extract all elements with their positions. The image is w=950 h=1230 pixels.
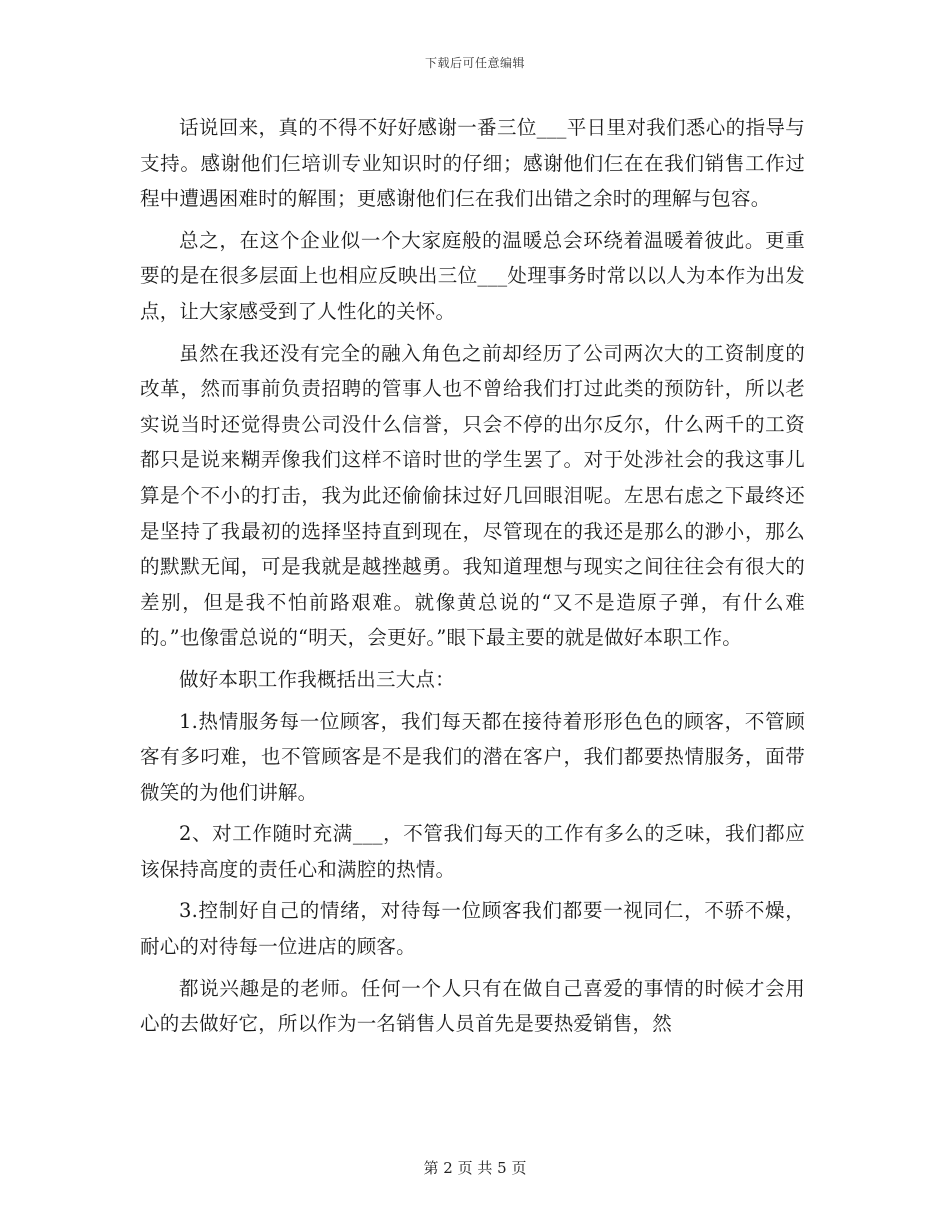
page-header-note: 下载后可任意编辑 [424, 56, 525, 70]
paragraph-3: 虽然在我还没有完全的融入角色之前却经历了公司两次大的工资制度的改革，然而事前负责招聘的管事人也不曾给我们打过此类的预防针，所以老实说当时还觉得贵公司没什么信誉，只会不停的出尔反尔，什么两千的工资都只是说来糊弄像我们这样不谙时世的学生罢了。对于处涉社会的我这事儿算是个不小的打击，我为此还偷偷抹过好几回眼泪呢。左思右虑之下最终还是坚持了我最初的选择坚持直到现在，尽管现在的我还是那么的渺小，那么的默默无闻，可是我就是越挫越勇。我知道理想与现实之间往往会有很大的差别，但是我不怕前路艰难。就像黄总说的“又不是造原子弹，有什么难的。”也像雷总说的“明天，会更好。”眼下最主要的就是做好本职工作。 [140, 341, 805, 650]
list-item-1: 1.热情服务每一位顾客，我们每天都在接待着形形色色的顾客，不管顾客有多叼难，也不管顾客是不是我们的潜在客户，我们都要热情服务，面带微笑的为他们讲解。 [140, 709, 805, 804]
document-body [140, 110, 805, 1048]
paragraph-1: 话说回来，真的不得不好好感谢一番三位___平日里对我们悉心的指导与支持。感谢他们仨培训专业知识时的仔细；感谢他们仨在在我们销售工作过程中遭遇困难时的解围；更感谢他们仨在我们出错之余时的理解与包容。 [140, 116, 805, 211]
paragraph-8: 都说兴趣是的老师。任何一个人只有在做自己喜爱的事情的时候才会用心的去做好它，所以作为一名销售人员首先是要热爱销售，然 [140, 976, 805, 1036]
paragraph-4: 做好本职工作我概括出三大点： [179, 667, 455, 691]
page-number: 第 2 页 共 5 页 [423, 1159, 527, 1177]
paragraph-2: 总之，在这个企业似一个大家庭般的温暖总会环绕着温暖着彼此。更重要的是在很多层面上也相应反映出三位___处理事务时常以以人为本作为出发点，让大家感受到了人性化的关怀。 [140, 228, 805, 323]
list-item-2: 2、对工作随时充满___，不管我们每天的工作有多么的乏味，我们都应该保持高度的责任心和满腔的热情。 [140, 822, 805, 881]
list-item-3: 3.控制好自己的情绪，对待每一位顾客我们都要一视同仁，不骄不燥，耐心的对待每一位进店的顾客。 [140, 899, 805, 959]
